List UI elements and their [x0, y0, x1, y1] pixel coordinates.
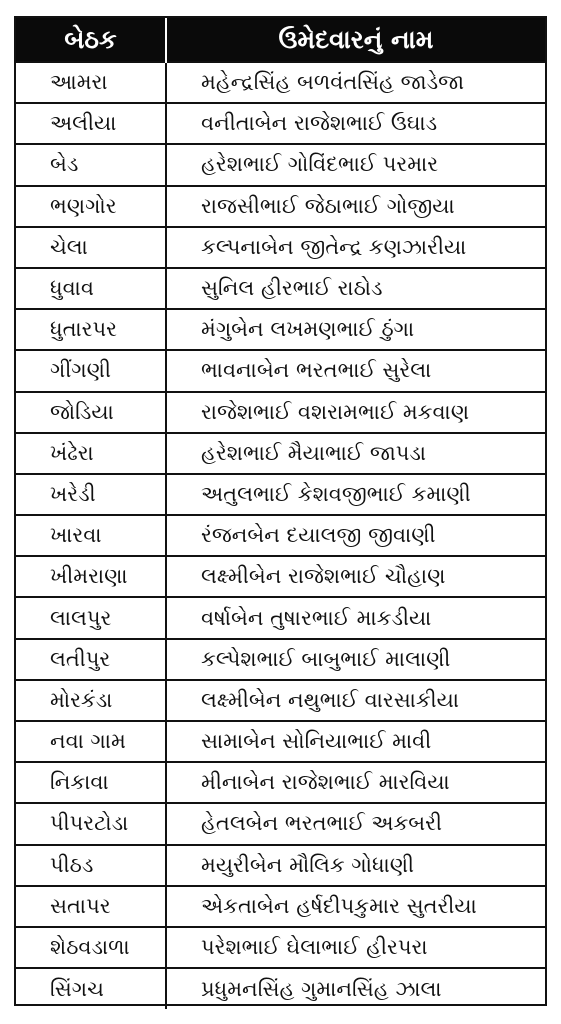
table-header: [16, 18, 545, 62]
table-row: [16, 268, 545, 309]
header-row: [16, 18, 545, 62]
candidate-name-cell: મંગુબેન લખમણભાઈ ઠુંગા: [166, 309, 545, 350]
table-row: [16, 309, 545, 350]
table-row: [16, 721, 545, 762]
table-row: [16, 515, 545, 556]
candidate-name-cell: સુનિલ હીરભાઈ રાઠોડ: [166, 268, 545, 309]
table-row: [16, 103, 545, 144]
candidate-name-cell: પ્રધુમનસિંહ ગુમાનસિંહ ઝાલા: [166, 968, 545, 1009]
candidate-name-cell: ભાવનાબેન ભરતભાઈ સુરેલા: [166, 350, 545, 391]
seat-cell: ચેલા: [16, 227, 166, 268]
candidate-list-sheet: [14, 16, 547, 1006]
candidate-name-cell: એકતાબેન હર્ષદીપકુમાર સુતરીયા: [166, 886, 545, 927]
candidate-name-cell: હરેશભાઈ મૈયાભાઈ જાપડા: [166, 433, 545, 474]
table-row: [16, 597, 545, 638]
seat-column-header: બેઠક: [16, 18, 166, 62]
candidate-column-header: ઉમેદવારનું નામ: [166, 18, 545, 62]
seat-cell: આમરા: [16, 62, 166, 103]
seat-cell: ખંઢેરા: [16, 433, 166, 474]
candidate-name-cell: લક્ષ્મીબેન રાજેશભાઈ ચૌહાણ: [166, 556, 545, 597]
candidate-name-cell: કલ્પનાબેન જીતેન્દ્ર કણઝારીયા: [166, 227, 545, 268]
table-row: [16, 392, 545, 433]
candidate-name-cell: કલ્પેશભાઈ બાબુભાઈ માલાણી: [166, 639, 545, 680]
seat-cell: લતીપુર: [16, 639, 166, 680]
table-row: [16, 762, 545, 803]
table-row: [16, 474, 545, 515]
seat-cell: ધુતારપર: [16, 309, 166, 350]
seat-cell: શેઠવડાળા: [16, 927, 166, 968]
seat-cell: નવા ગામ: [16, 721, 166, 762]
seat-cell: નિકાવા: [16, 762, 166, 803]
table-row: [16, 144, 545, 185]
table-row: [16, 350, 545, 391]
table-row: [16, 680, 545, 721]
seat-cell: ગીંગણી: [16, 350, 166, 391]
table-row: [16, 227, 545, 268]
candidate-name-cell: રાજસીભાઈ જેઠાભાઈ ગોજીયા: [166, 186, 545, 227]
seat-cell: સિંગચ: [16, 968, 166, 1009]
candidate-name-cell: લક્ષ્મીબેન નથુભાઈ વારસાકીયા: [166, 680, 545, 721]
table-row: [16, 62, 545, 103]
table-body: [16, 62, 545, 1009]
table-row: [16, 556, 545, 597]
table-row: [16, 433, 545, 474]
seat-cell: ખીમરાણા: [16, 556, 166, 597]
seat-cell: જોડિયા: [16, 392, 166, 433]
seat-cell: અલીયા: [16, 103, 166, 144]
candidate-name-cell: હરેશભાઈ ગોવિંદભાઈ પરમાર: [166, 144, 545, 185]
candidate-name-cell: અતુલભાઈ કેશવજીભાઈ કમાણી: [166, 474, 545, 515]
seat-cell: મોરકંડા: [16, 680, 166, 721]
seat-cell: ખારવા: [16, 515, 166, 556]
candidate-name-cell: પરેશભાઈ ઘેલાભાઈ હીરપરા: [166, 927, 545, 968]
seat-cell: ખરેડી: [16, 474, 166, 515]
seat-cell: ભણગોર: [16, 186, 166, 227]
seat-cell: સતાપર: [16, 886, 166, 927]
table-row: [16, 927, 545, 968]
table-row: [16, 886, 545, 927]
table-row: [16, 845, 545, 886]
candidate-name-cell: મીનાબેન રાજેશભાઈ મારવિયા: [166, 762, 545, 803]
seat-cell: પીપરટોડા: [16, 803, 166, 844]
seat-cell: લાલપુર: [16, 597, 166, 638]
table-row: [16, 639, 545, 680]
seat-cell: પીઠડ: [16, 845, 166, 886]
candidate-name-cell: રંજનબેન દયાલજી જીવાણી: [166, 515, 545, 556]
table-row: [16, 968, 545, 1009]
candidate-table: [16, 18, 545, 1009]
candidate-name-cell: સામાબેન સોનિયાભાઈ માવી: [166, 721, 545, 762]
table-row: [16, 186, 545, 227]
seat-cell: ધુવાવ: [16, 268, 166, 309]
candidate-name-cell: મહેન્દ્રસિંહ બળવંતસિંહ જાડેજા: [166, 62, 545, 103]
candidate-name-cell: રાજેશભાઈ વશરામભાઈ મકવાણ: [166, 392, 545, 433]
table-row: [16, 803, 545, 844]
candidate-name-cell: મયુરીબેન મૌલિક ગોધાણી: [166, 845, 545, 886]
candidate-name-cell: વનીતાબેન રાજેશભાઈ ઉઘાડ: [166, 103, 545, 144]
candidate-name-cell: હેતલબેન ભરતભાઈ અકબરી: [166, 803, 545, 844]
seat-cell: બેડ: [16, 144, 166, 185]
candidate-name-cell: વર્ષાબેન તુષારભાઈ માકડીયા: [166, 597, 545, 638]
